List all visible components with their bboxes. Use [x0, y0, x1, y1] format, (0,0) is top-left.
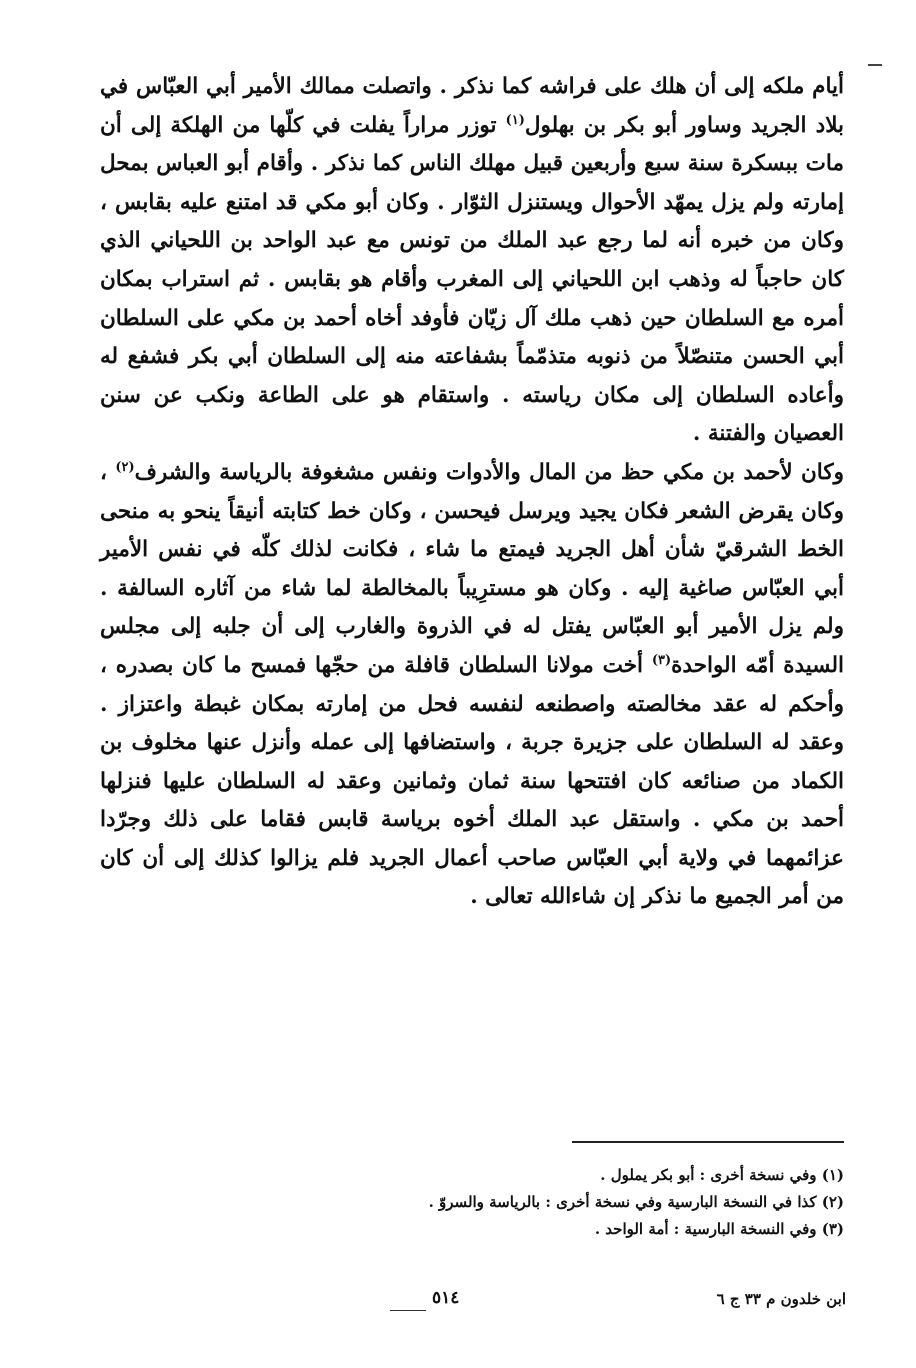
footer-source: ابن خلدون م ٣٣ ج ٦	[716, 1290, 846, 1308]
paragraph-1-part-1: أيام ملكه إلى أن هلك على فراشه كما نذكر . واتصلت ممالك الأمير أبي العبّاس في بلاد الجريد وساور أبو بكر بن بهلول	[100, 74, 845, 138]
page-footer	[90, 1290, 846, 1318]
page-corner-mark	[868, 64, 882, 66]
footnote-ref-3: (٣)	[651, 652, 672, 668]
footnotes	[300, 1162, 844, 1243]
paragraph-2-part-3: أخت مولانا السلطان قافلة من حجّها فمسح ما كان بصدره ، وأحكم له عقد مخالصته واصطنعه لنفسه فحل من إمارته بمكان غبطة واعتزاز . وعقد له السلطان على جزيرة جربة ، واستضافها إلى عمله وأنزل عنها مخلوف بن الكماد من صنائعه كان افتتحها سنة ثمان وثمانين وعقد له السلطان عليها فنزلها أحمد بن مكي . واستقل عبد الملك أخوه برياسة قابس فقاما على ذلك وجرّدا عزائمهما في ولاية أبي العبّاس صاحب أعمال الجريد فلم يزالوا كذلك إلى أن كان من أمر الجميع ما نذكر إن شاءالله تعالى .	[100, 652, 844, 910]
page-number-rule	[390, 1310, 426, 1311]
footnote-3: (٣) وفي النسخة البارسية : أمة الواحد .	[594, 1220, 844, 1238]
paragraph-2-part-1: وكان لأحمد بن مكي حظ من المال والأدوات ونفس مشغوفة بالرياسة والشرف	[134, 459, 844, 485]
footnote-1: (١) وفي نسخة أخرى : أبو بكر يملول .	[600, 1166, 844, 1184]
paragraph-2	[100, 454, 844, 917]
paragraph-2-part-2: ، وكان يقرض الشعر فكان يجيد ويرسل فيحسن ، وكان خط كتابته أنيقاً ينحو به منحى الخط الشرقيّ شأن أهل الجريد فيمتع ما شاء ، فكانت لذلك كلّه في نفس الأمير أبي العبّاس صاغية إليه . وكان هو مسترِيباً بالمخالطة لما شاء من آثاره السالفة . ولم يزل الأمير أبو العبّاس يفتل له في الذروة والغارب إلى أن جلبه إلى مجلس السيدة أمّه الواحدة	[100, 459, 844, 678]
footnote-ref-2: (٢)	[115, 459, 135, 475]
page-number: ٥١٤	[432, 1288, 460, 1308]
paragraph-1	[100, 68, 844, 454]
footnote-ref-1: (١)	[505, 112, 525, 128]
main-text	[100, 68, 844, 917]
footnote-divider	[572, 1141, 844, 1143]
footnote-2: (٢) كذا في النسخة البارسية وفي نسخة أخرى : بالرياسة والسروّ .	[428, 1193, 844, 1211]
paragraph-1-part-2: توزر مراراً يفلت في كلّها من الهلكة إلى أن مات ببسكرة سنة سبع وأربعين قبيل مهلك الناس كما نذكر . وأقام أبو العباس بمحل إمارته ولم يزل يمهّد الأحوال ويستنزل الثوّار . وكان أبو مكي قد امتنع عليه بقابس ، وكان من خبره أنه لما رجع عبد الملك من تونس مع عبد الواحد بن اللحياني الذي كان حاجباً له وذهب ابن اللحياني إلى المغرب وأقام هو بقابس . ثم استراب بمكان أمره مع السلطان حين ذهب ملك آل زيّان فأوفد أخاه أحمد بن مكي على السلطان أبي الحسن متنصّلاً من ذنوبه متذمّماً بشفاعته منه إلى السلطان أبي بكر فشفع له وأعاده السلطان إلى مكان رياسته . واستقام هو على الطاعة ونكب عن سنن العصيان والفتنة .	[100, 112, 844, 447]
